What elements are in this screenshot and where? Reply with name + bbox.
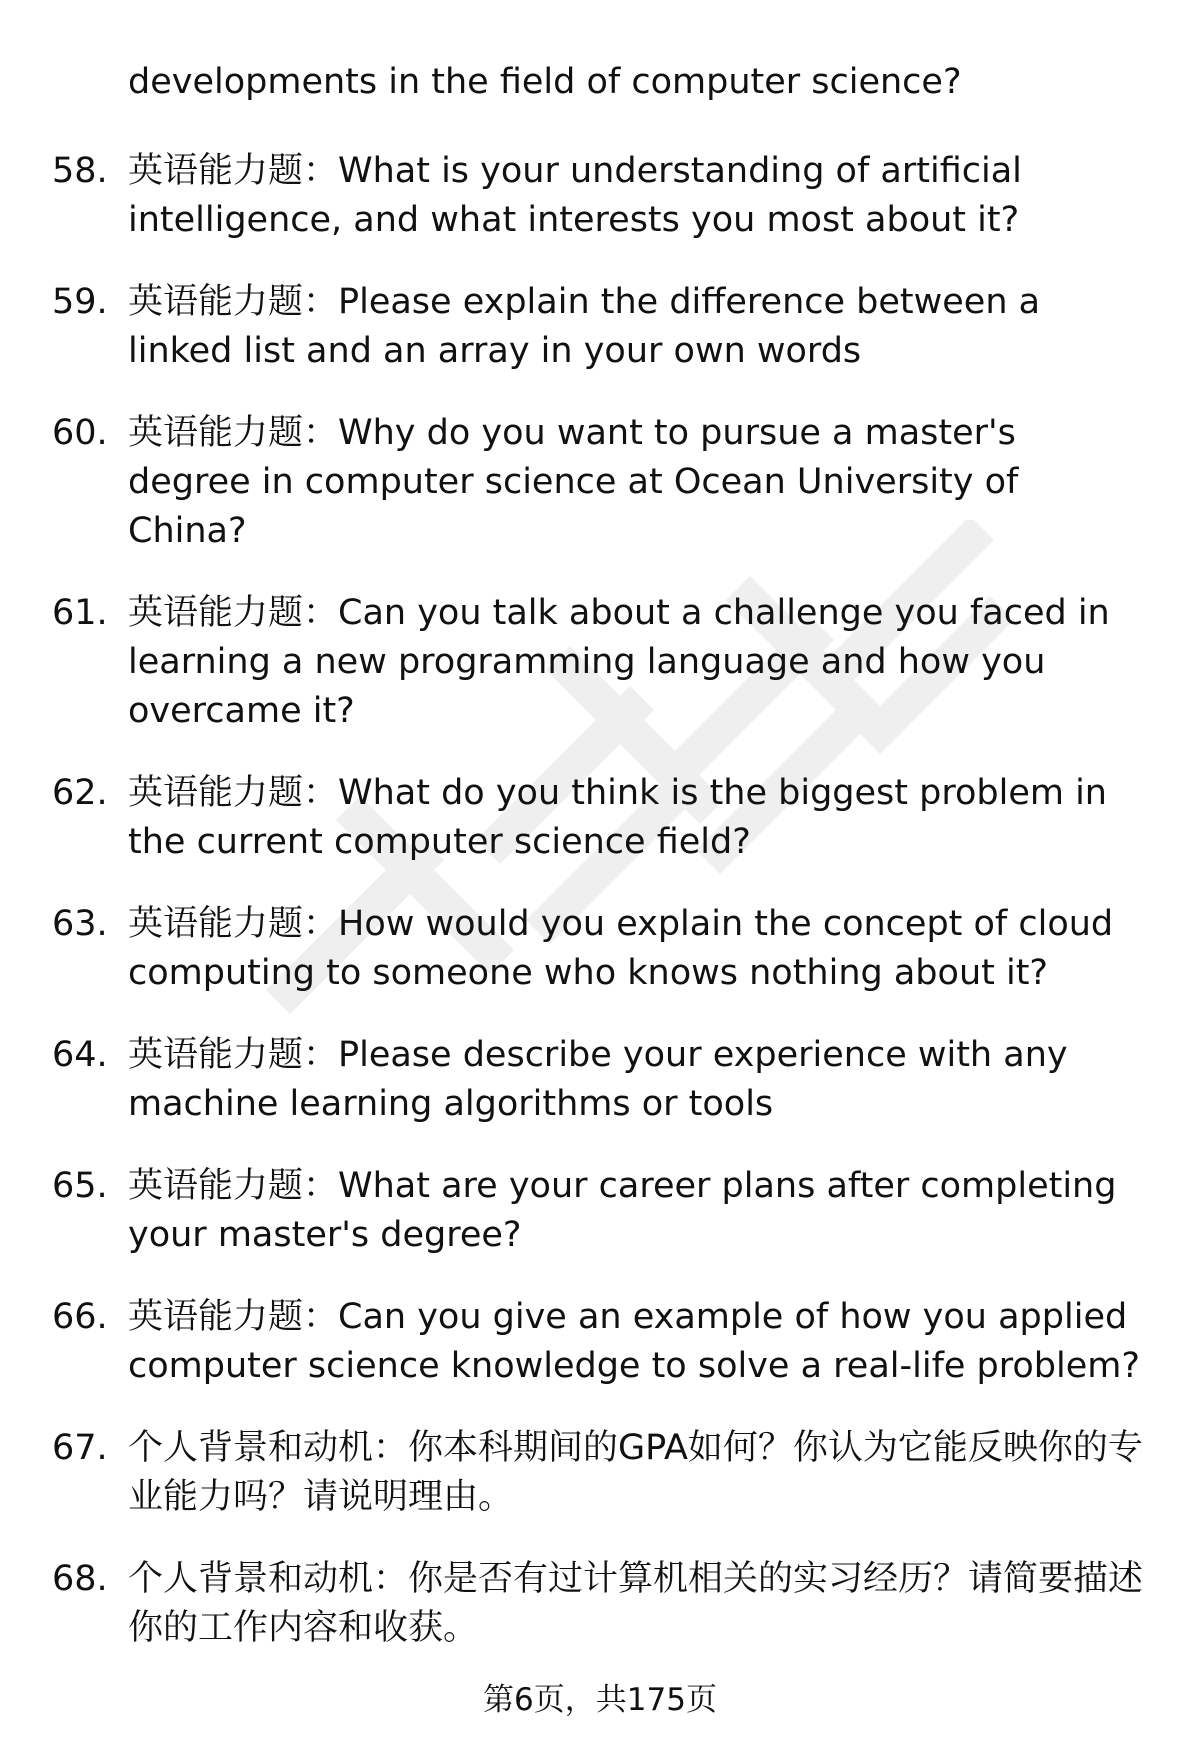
question-number: 66.	[52, 1297, 108, 1337]
question-number: 65.	[52, 1166, 108, 1206]
question-text: 英语能力题：How would you explain the concept of cloud computing to someone who knows nothing about it?	[128, 904, 1114, 993]
question-text: 英语能力题：What is your understanding of artificial intelligence, and what interests you most about it?	[128, 151, 1022, 240]
question-number: 62.	[52, 773, 108, 813]
question-text: 英语能力题：Why do you want to pursue a master's degree in computer science at Ocean University of China?	[128, 413, 1019, 551]
question-item	[0, 900, 1200, 998]
page-footer	[0, 1680, 1200, 1720]
question-item	[0, 589, 1200, 736]
question-text: 英语能力题：Please explain the difference between a linked list and an array in your own words	[128, 282, 1041, 371]
question-number: 64.	[52, 1035, 108, 1075]
question-text: 英语能力题：Can you talk about a challenge you faced in learning a new programming language and how you overcame it?	[128, 593, 1110, 731]
question-item	[0, 1031, 1200, 1129]
question-number: 59.	[52, 282, 108, 322]
question-text: 个人背景和动机：你是否有过计算机相关的实习经历？请简要描述你的工作内容和收获。	[128, 1559, 1144, 1648]
question-text: 英语能力题：What do you think is the biggest problem in the current computer science field?	[128, 773, 1107, 862]
question-item	[0, 1162, 1200, 1260]
question-item	[0, 1424, 1200, 1522]
question-item	[0, 147, 1200, 245]
question-number: 68.	[52, 1559, 108, 1599]
question-text: 英语能力题：What are your career plans after completing your master's degree?	[128, 1166, 1117, 1255]
question-number: 60.	[52, 413, 108, 453]
question-item	[0, 1293, 1200, 1391]
question-number: 61.	[52, 593, 108, 633]
question-number: 67.	[52, 1428, 108, 1468]
question-item	[0, 278, 1200, 376]
question-item	[0, 1555, 1200, 1653]
question-text: 英语能力题：Can you give an example of how you applied computer science knowledge to solve a real-life problem?	[128, 1297, 1140, 1386]
question-text: 个人背景和动机：你本科期间的GPA如何？你认为它能反映你的专业能力吗？请说明理由。	[128, 1428, 1143, 1517]
question-item	[0, 409, 1200, 556]
page-number-label: 第6页，共175页	[483, 1682, 717, 1718]
question-list	[0, 147, 1200, 1686]
question-item	[0, 769, 1200, 867]
question-57-continuation: developments in the field of computer science?	[128, 62, 962, 102]
question-number: 63.	[52, 904, 108, 944]
question-number: 58.	[52, 151, 108, 191]
question-text: 英语能力题：Please describe your experience with any machine learning algorithms or tools	[128, 1035, 1068, 1124]
